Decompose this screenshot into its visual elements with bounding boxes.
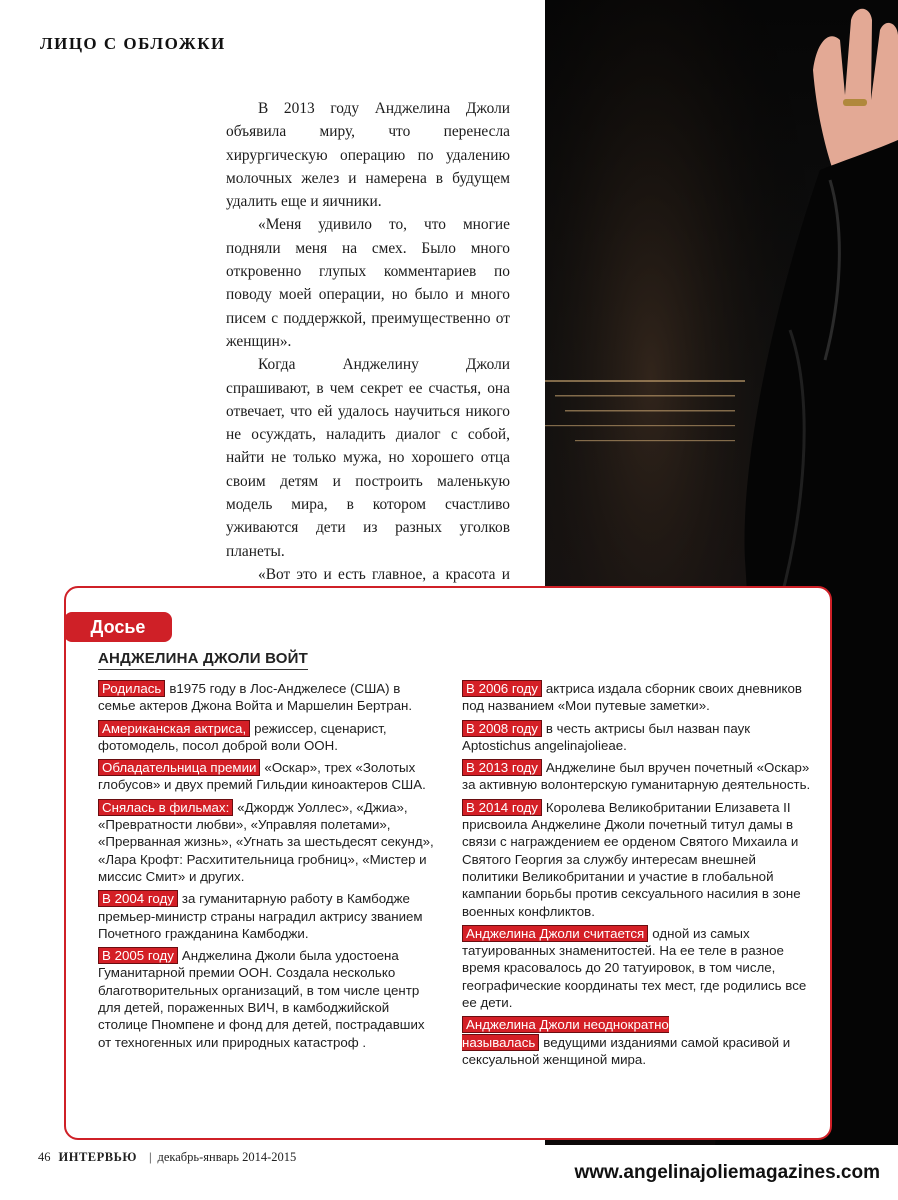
entry-text: Анджелина Джоли была удостоена Гуманитарной премии ООН. Создала несколько благотворительных организаций, в том числе центр для детей, пораженных ВИЧ, в камбоджийской столице Пномпене и фонд для детей, пострадавших от техногенных или природных катастроф . [98, 948, 425, 1050]
footer-separator: | [148, 1150, 152, 1164]
article-paragraph: В 2013 году Анджелина Джоли объявила миру, что перенесла хирургическую операцию по удалению молочных желез и намерена в будущем удалить еще и яичники. [226, 100, 510, 211]
entry-text: одной из самых татуированных знаменитостей. На ее теле в разное время красовалось до 20 татуировок, в том числе, географические координаты тех мест, где родились все ее дети. [462, 925, 807, 1011]
entry-text: режиссер, сценарист, фотомодель, посол доброй воли ООН. [98, 720, 387, 753]
dossier-entry [462, 1016, 812, 1068]
entry-text: «Джордж Уоллес», «Джиа», «Превратности любви», «Управляя полетами», «Прерванная жизнь», «Угнать за шестьдесят секунд», «Лара Крофт: Расхитительница гробниц», «Мистер и миссис Смит» и других. [98, 799, 434, 884]
entry-text: ведущими изданиями самой красивой и сексуальной женщиной мира. [462, 1034, 791, 1067]
dossier-entry [462, 720, 812, 755]
entry-text: за гуманитарную работу в Камбодже премьер-министр страны наградил актрису званием Почетного гражданина Камбоджи. [98, 891, 423, 941]
dossier-entry [462, 799, 812, 920]
article-paragraph: «Меня удивило то, что многие подняли меня на смех. Было много откровенно глупых комментариев по поводу моей операции, но было и много писем с поддержкой, преимущественно от женщин». [226, 216, 510, 350]
section-title: ЛИЦО С ОБЛОЖКИ [40, 34, 226, 53]
entry-text: Анджелине был вручен почетный «Оскар» за активную волонтерскую гуманитарную деятельность. [462, 760, 811, 793]
entry-text: «Оскар», трех «Золотых глобусов» и двух премий Гильдии киноактеров США. [98, 760, 426, 793]
dossier-entry [462, 759, 812, 794]
dossier-entry [98, 947, 434, 1051]
dossier-column-left [98, 680, 434, 1056]
entry-highlight: Родилась [98, 680, 165, 697]
dossier-entry [462, 925, 812, 1011]
watermark-url: www.angelinajoliemagazines.com [574, 1162, 880, 1183]
entry-highlight: В 2014 году [462, 799, 542, 816]
dossier-entry [98, 799, 434, 885]
entry-text: в1975 году в Лос-Анджелесе (США) в семье актеров Джона Войта и Маршелин Бертран. [98, 681, 413, 714]
entry-highlight: Анджелина Джоли неоднократно называлась [462, 1017, 669, 1050]
entry-highlight: Американская актриса, [98, 720, 250, 737]
page-footer [38, 1150, 296, 1165]
entry-highlight: В 2006 году [462, 680, 542, 697]
article-paragraph: Когда Анджелину Джоли спрашивают, в чем секрет ее счастья, она отвечает, что ей удалось научиться никого не осуждать, наладить диалог с собой, найти не только мужа, но хорошего отца своим детям и построить маленькую модель мира, в котором счастливо уживаются дети из разных уголков планеты. [226, 356, 510, 560]
article-paragraph-text: «Вот это и есть главное, а красота и [258, 565, 510, 583]
article-body [226, 97, 510, 610]
magazine-name: ИНТЕРВЬЮ [58, 1150, 137, 1164]
entry-highlight: В 2008 году [462, 720, 542, 737]
entry-text: Королева Великобритании Елизавета II присвоила Анджелине Джоли почетный титул дамы в связи с награждением ее орденом Святого Михаила и Святого Георгия за службу интересам внешней политики Великобритании и участие в глобальной кампании борьбы против сексуального насилия в зоне военных конфликтов. [462, 799, 801, 919]
page-number: 46 [38, 1150, 51, 1164]
entry-highlight: В 2013 году [462, 759, 542, 776]
entry-highlight: Снялась в фильмах: [98, 799, 233, 816]
dossier-entry [462, 680, 812, 715]
entry-highlight: Анджелина Джоли считается [462, 925, 648, 942]
ring-shape [843, 99, 867, 106]
issue-date: декабрь-январь 2014-2015 [157, 1150, 297, 1164]
dossier-entry [98, 680, 434, 715]
dossier-entry [98, 890, 434, 942]
dossier-entry [98, 759, 434, 794]
entry-text: в честь актрисы был назван паук Aptostichus angelinajolieae. [462, 720, 751, 753]
dossier-entry [98, 720, 434, 755]
entry-highlight: В 2005 году [98, 947, 178, 964]
entry-text: актриса издала сборник своих дневников под названием «Мои путевые заметки». [462, 681, 802, 714]
dossier-tab: Досье [64, 612, 172, 642]
dossier-box [64, 586, 832, 1140]
dossier-name: АНДЖЕЛИНА ДЖОЛИ ВОЙТ [98, 650, 308, 670]
dossier-column-right [462, 680, 812, 1073]
entry-highlight: Обладательница премии [98, 759, 260, 776]
entry-highlight: В 2004 году [98, 890, 178, 907]
